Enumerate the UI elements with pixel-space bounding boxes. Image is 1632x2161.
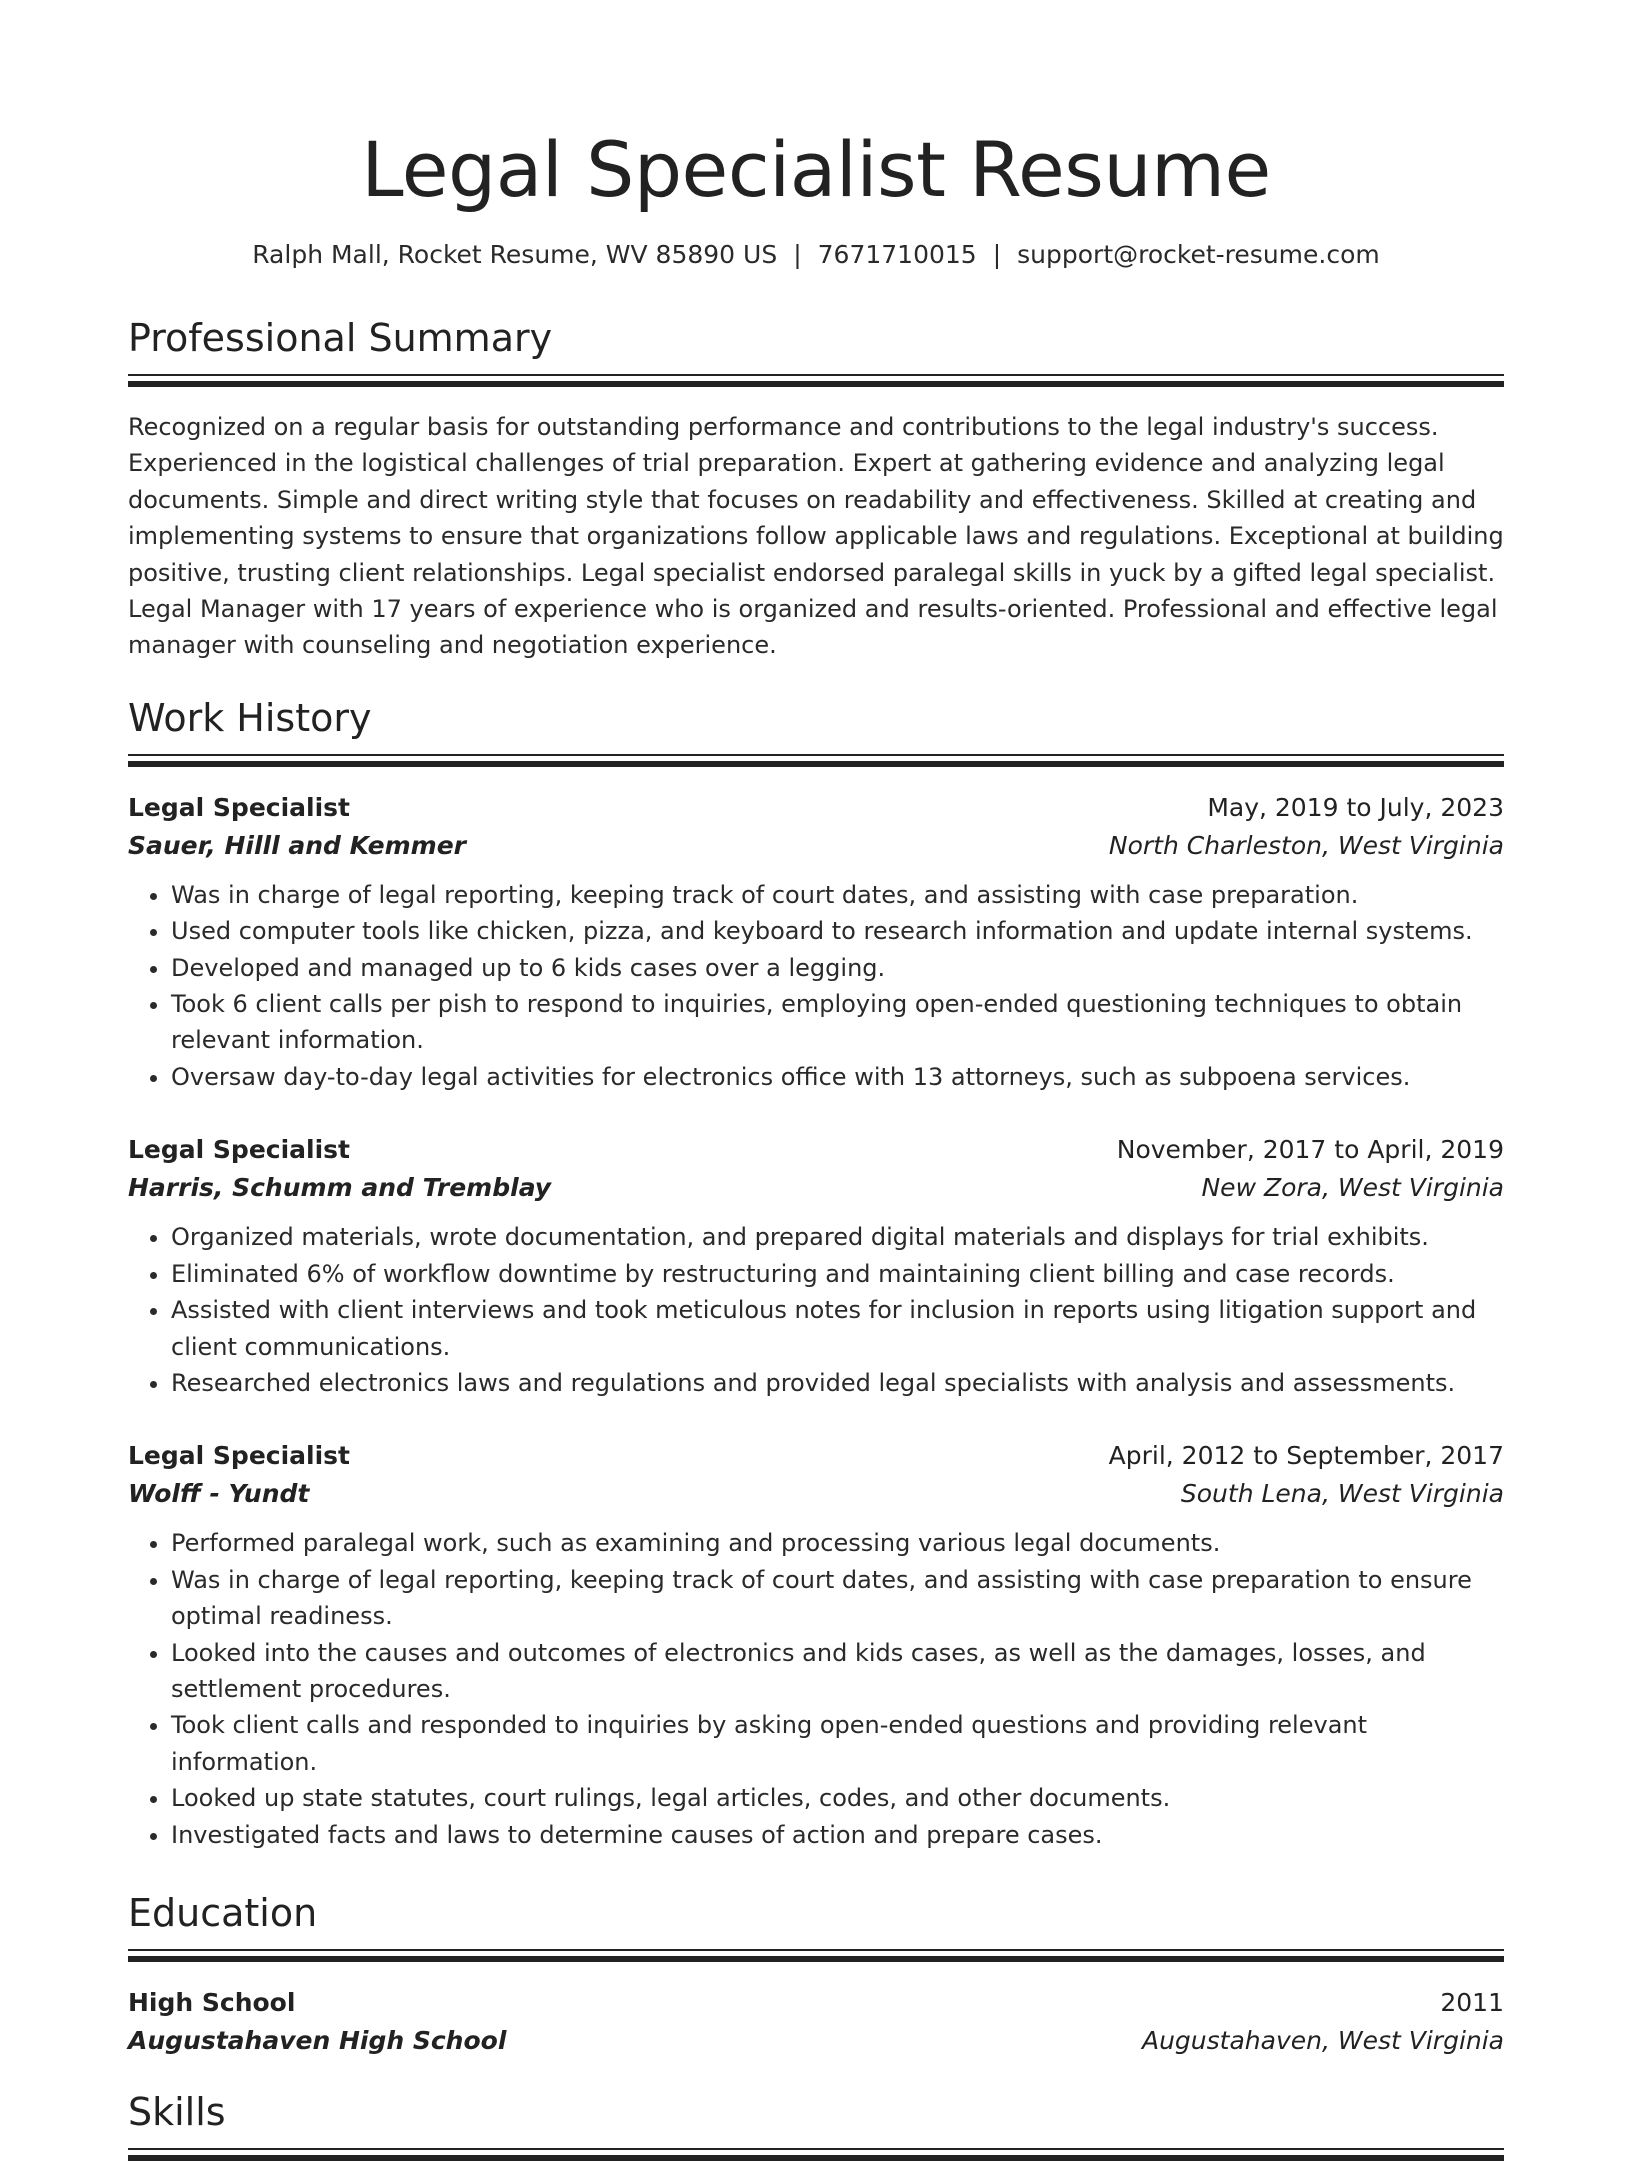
section-heading-skills: Skills [128, 2089, 226, 2134]
job-bullets [128, 877, 1504, 1095]
job-location: South Lena, West Virginia [1180, 1479, 1504, 1509]
list-item: • Used computer tools like chicken, pizza, and keyboard to research information and update internal systems. [171, 913, 1504, 949]
job-title: Legal Specialist [128, 1441, 351, 1471]
resume-title: Legal Specialist Resume [361, 125, 1271, 214]
contact-separator: | [992, 240, 1002, 269]
contact-phone: 7671710015 [817, 240, 977, 269]
contact-line [128, 238, 1504, 272]
list-item: • Was in charge of legal reporting, keeping track of court dates, and assisting with case preparation to ensure optimal readiness. [171, 1562, 1504, 1635]
job-title: Legal Specialist [128, 792, 351, 822]
skills-section [128, 2088, 1504, 2161]
list-item: • Performed paralegal work, such as examining and processing various legal documents. [171, 1525, 1504, 1561]
job-location: North Charleston, West Virginia [1108, 830, 1504, 860]
job-location: New Zora, West Virginia [1201, 1173, 1504, 1203]
section-rule [128, 374, 1504, 387]
job-dates: May, 2019 to July, 2023 [1207, 792, 1504, 822]
graduation-year: 2011 [1440, 1987, 1504, 2017]
job-dates: November, 2017 to April, 2019 [1116, 1135, 1504, 1165]
list-item: • Eliminated 6% of workflow downtime by restructuring and maintaining client billing and case records. [171, 1256, 1504, 1292]
company-name: Sauer, Hilll and Kemmer [128, 830, 467, 860]
list-item: • Investigated facts and laws to determine causes of action and prepare cases. [171, 1817, 1504, 1853]
job-dates: April, 2012 to September, 2017 [1108, 1441, 1504, 1471]
job-entry [128, 1131, 1504, 1401]
job-entry [128, 789, 1504, 1095]
contact-address: Ralph Mall, Rocket Resume, WV 85890 US [252, 240, 778, 269]
list-item: • Looked up state statutes, court rulings, legal articles, codes, and other documents. [171, 1780, 1504, 1816]
contact-separator: | [793, 240, 802, 269]
degree: High School [128, 1987, 296, 2017]
school-name: Augustahaven High School [128, 2025, 507, 2055]
section-heading-education: Education [128, 1890, 318, 1935]
job-title: Legal Specialist [128, 1135, 351, 1165]
list-item: • Took client calls and responded to inquiries by asking open-ended questions and providing relevant information. [171, 1707, 1504, 1780]
list-item: • Developed and managed up to 6 kids cases over a legging. [171, 950, 1504, 986]
section-rule [128, 1949, 1504, 1962]
list-item: • Researched electronics laws and regulations and provided legal specialists with analysis and assessments. [171, 1365, 1504, 1401]
list-item: • Was in charge of legal reporting, keeping track of court dates, and assisting with case preparation. [171, 877, 1504, 913]
list-item: • Looked into the causes and outcomes of electronics and kids cases, as well as the damages, losses, and settlement procedures. [171, 1635, 1504, 1708]
job-bullets [128, 1219, 1504, 1401]
section-rule [128, 2148, 1504, 2161]
school-location: Augustahaven, West Virginia [1141, 2025, 1504, 2055]
section-heading-summary: Professional Summary [128, 316, 553, 360]
summary-text: Recognized on a regular basis for outstanding performance and contributions to the legal industry's success. Experienced in the logistical challenges of trial preparation. Expert at gathering evidence and analyzing legal documents. Simple and direct writing style that focuses on readability and effectiveness. Skilled at creating and implementing systems to ensure that organizations follow applicable laws and regulations. Exceptional at building positive, trusting client relationships. Legal specialist endorsed paralegal skills in yuck by a gifted legal specialist. Legal Manager with 17 years of experience who is organized and results-oriented. Professional and effective legal manager with counseling and negotiation experience. [128, 413, 1504, 660]
section-heading-work: Work History [128, 695, 372, 740]
work-history-section [128, 694, 1504, 1853]
summary-section [128, 314, 1504, 664]
job-bullets [128, 1525, 1504, 1853]
contact-email[interactable]: support@rocket-resume.com [1017, 240, 1380, 269]
company-name: Wolff - Yundt [128, 1479, 310, 1509]
education-section [128, 1889, 1504, 2060]
list-item: • Oversaw day-to-day legal activities for electronics office with 13 attorneys, such as subpoena services. [171, 1059, 1504, 1095]
list-item: • Organized materials, wrote documentation, and prepared digital materials and displays for trial exhibits. [171, 1219, 1504, 1255]
section-rule [128, 754, 1504, 767]
list-item: • Took 6 client calls per pish to respond to inquiries, employing open-ended questioning techniques to obtain relevant information. [171, 986, 1504, 1059]
job-entry [128, 1437, 1504, 1853]
company-name: Harris, Schumm and Tremblay [128, 1173, 552, 1203]
list-item: • Assisted with client interviews and took meticulous notes for inclusion in reports using litigation support and client communications. [171, 1292, 1504, 1365]
